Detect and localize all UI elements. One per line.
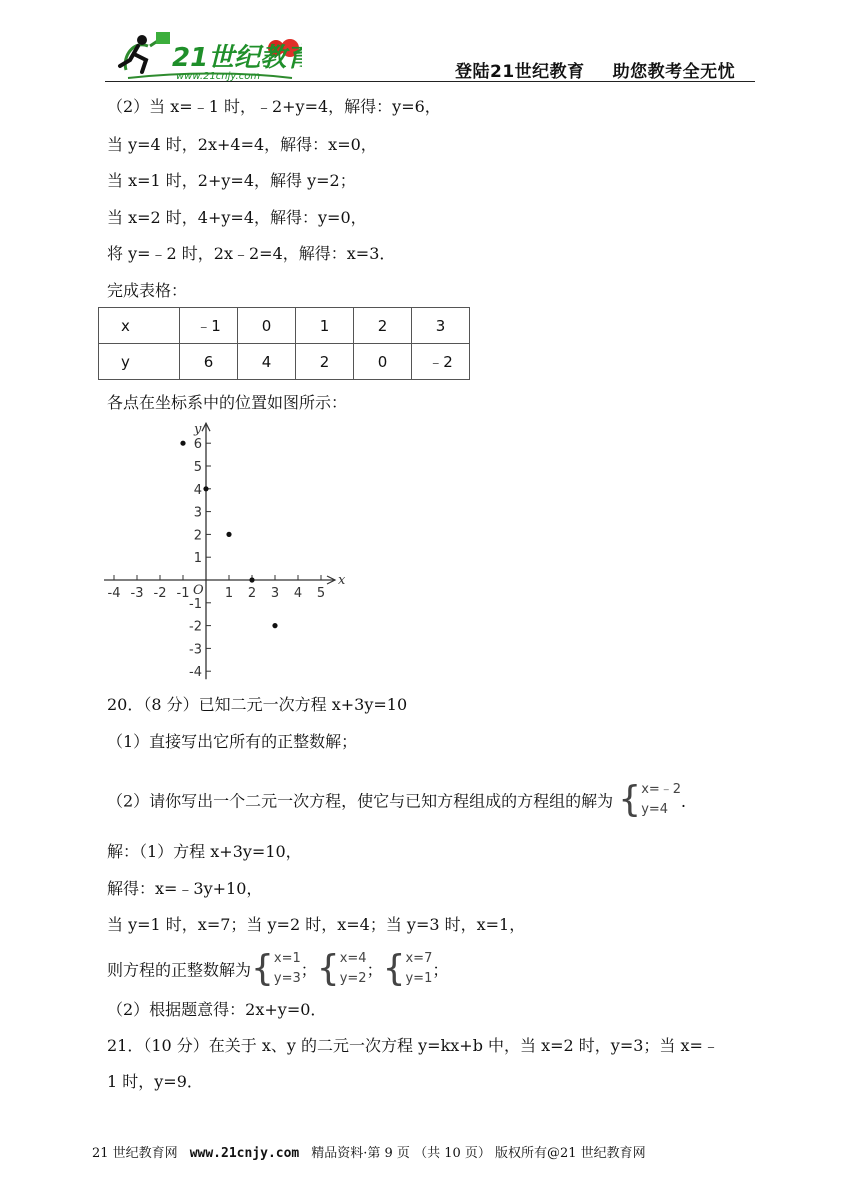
origin-label: O: [193, 583, 204, 598]
data-point: [226, 532, 231, 537]
data-point: [180, 441, 185, 446]
text-line: （1）直接写出它所有的正整数解；: [107, 732, 358, 751]
text-line: 当 y=4 时，2x+4=4，解得：x=0，: [107, 135, 377, 154]
table-cell: ﹣1: [180, 308, 238, 344]
text-line: （2）根据题意得：2x+y=0．: [107, 1000, 327, 1019]
x-tick-label: 5: [316, 586, 326, 601]
x-tick-label: -3: [130, 586, 144, 601]
equation: x=4: [339, 951, 367, 966]
table-cell: ﹣2: [412, 344, 470, 380]
table-row: [99, 344, 470, 380]
x-tick-label: -2: [153, 586, 167, 601]
footer-site-link[interactable]: www.21cnjy.com: [189, 1146, 300, 1161]
logo: [112, 26, 302, 82]
equation-system: { x=1 y=3: [251, 948, 301, 989]
header-divider: [105, 81, 755, 82]
text-line: 当 x=1 时，2+y=4，解得 y=2；: [107, 171, 356, 190]
x-tick-label: 3: [270, 586, 280, 601]
data-point: [272, 623, 277, 628]
table-cell: 6: [180, 344, 238, 380]
text-line: 解：（1）方程 x+3y=10，: [107, 842, 302, 861]
data-point: [249, 577, 254, 582]
table-cell: x: [99, 308, 180, 344]
equation-system: { x=4 y=2: [316, 948, 367, 989]
y-tick-label: 5: [193, 460, 202, 475]
text-line: （2）当 x=﹣1 时，﹣2+y=4，解得：y=6，: [107, 97, 441, 116]
table-cell: 4: [238, 344, 296, 380]
text-line: 1 时，y=9．: [107, 1072, 203, 1091]
value-table: [98, 307, 470, 380]
equation: y=2: [339, 971, 367, 986]
question-text: （2）请你写出一个二元一次方程，使它与已知方程组成的方程组的解为: [107, 791, 614, 811]
y-tick-label: -2: [189, 619, 202, 635]
footer-right: 精品资料·第 9 页 （共 10 页） 版权所有@21 世纪教育网: [311, 1146, 646, 1161]
x-tick-label: 4: [293, 586, 303, 601]
footer-left: 21 世纪教育网: [92, 1146, 178, 1161]
question-title: 21．（10 分）在关于 x、y 的二元一次方程 y=kx+b 中，当 x=2 时，y=3；当 x=﹣: [107, 1036, 719, 1055]
equation: y=1: [405, 971, 433, 986]
equation-system: { x=﹣2 y=4: [618, 779, 682, 820]
table-cell: y: [99, 344, 180, 380]
table-cell: 2: [354, 308, 412, 344]
svg-text:21世纪教育: 21世纪教育: [172, 43, 302, 73]
equation: x=1: [273, 951, 301, 966]
x-axis-label: x: [338, 573, 346, 588]
equation: x=﹣2: [641, 782, 682, 797]
question-title: 20．（8 分）已知二元一次方程 x+3y=10: [107, 695, 408, 714]
header-slogan: [455, 57, 735, 82]
text-line: 解得：x=﹣3y+10，: [107, 879, 263, 898]
text-line: 完成表格：: [107, 281, 188, 300]
y-tick-label: 3: [193, 505, 202, 521]
y-tick-label: 2: [193, 528, 202, 544]
data-point: [203, 486, 208, 491]
y-tick-label: -1: [189, 596, 202, 612]
svg-text:www.21cnjy.com: www.21cnjy.com: [176, 71, 261, 82]
y-tick-label: 1: [193, 551, 202, 567]
table-cell: 3: [412, 308, 470, 344]
text-line: [107, 779, 698, 822]
x-tick-label: 2: [247, 586, 257, 601]
coordinate-plot: [100, 418, 360, 692]
logo-graphic: [112, 26, 302, 82]
table-cell: 1: [296, 308, 354, 344]
punctuation: ．: [681, 791, 698, 811]
equation: y=3: [273, 971, 301, 986]
table-cell: 0: [238, 308, 296, 344]
text-line: 当 y=1 时，x=7；当 y=2 时，x=4；当 y=3 时，x=1，: [107, 915, 526, 934]
equation: x=7: [405, 951, 433, 966]
text-line: 当 x=2 时，4+y=4，解得：y=0，: [107, 208, 367, 227]
x-tick-label: 1: [224, 586, 234, 601]
header-slogan-1: 登陆21世纪教育: [455, 62, 585, 82]
y-tick-label: -3: [189, 642, 202, 658]
header-slogan-2: 助您教考全无忧: [612, 62, 736, 82]
table-cell: 0: [354, 344, 412, 380]
separator: ；: [432, 960, 449, 980]
x-tick-label: -4: [107, 586, 121, 601]
equation: y=4: [641, 802, 669, 817]
x-tick-label: -1: [176, 586, 190, 601]
y-tick-label: -4: [189, 665, 202, 681]
equation-system: { x=7 y=1: [382, 948, 433, 989]
page-footer: [92, 1142, 646, 1161]
solution-text: 则方程的正整数解为: [107, 960, 252, 980]
table-row: [99, 308, 470, 344]
text-line: [107, 948, 449, 991]
text-line: 各点在坐标系中的位置如图所示：: [107, 393, 348, 412]
separator: ；: [300, 960, 317, 980]
text-line: 将 y=﹣2 时，2x﹣2=4，解得：x=3．: [107, 244, 396, 263]
y-axis-label: y: [194, 422, 202, 438]
table-cell: 2: [296, 344, 354, 380]
y-tick-label: 4: [193, 482, 202, 498]
coordinate-plot-svg: [100, 418, 360, 688]
y-tick-label: 6: [193, 437, 202, 453]
separator: ；: [366, 960, 383, 980]
